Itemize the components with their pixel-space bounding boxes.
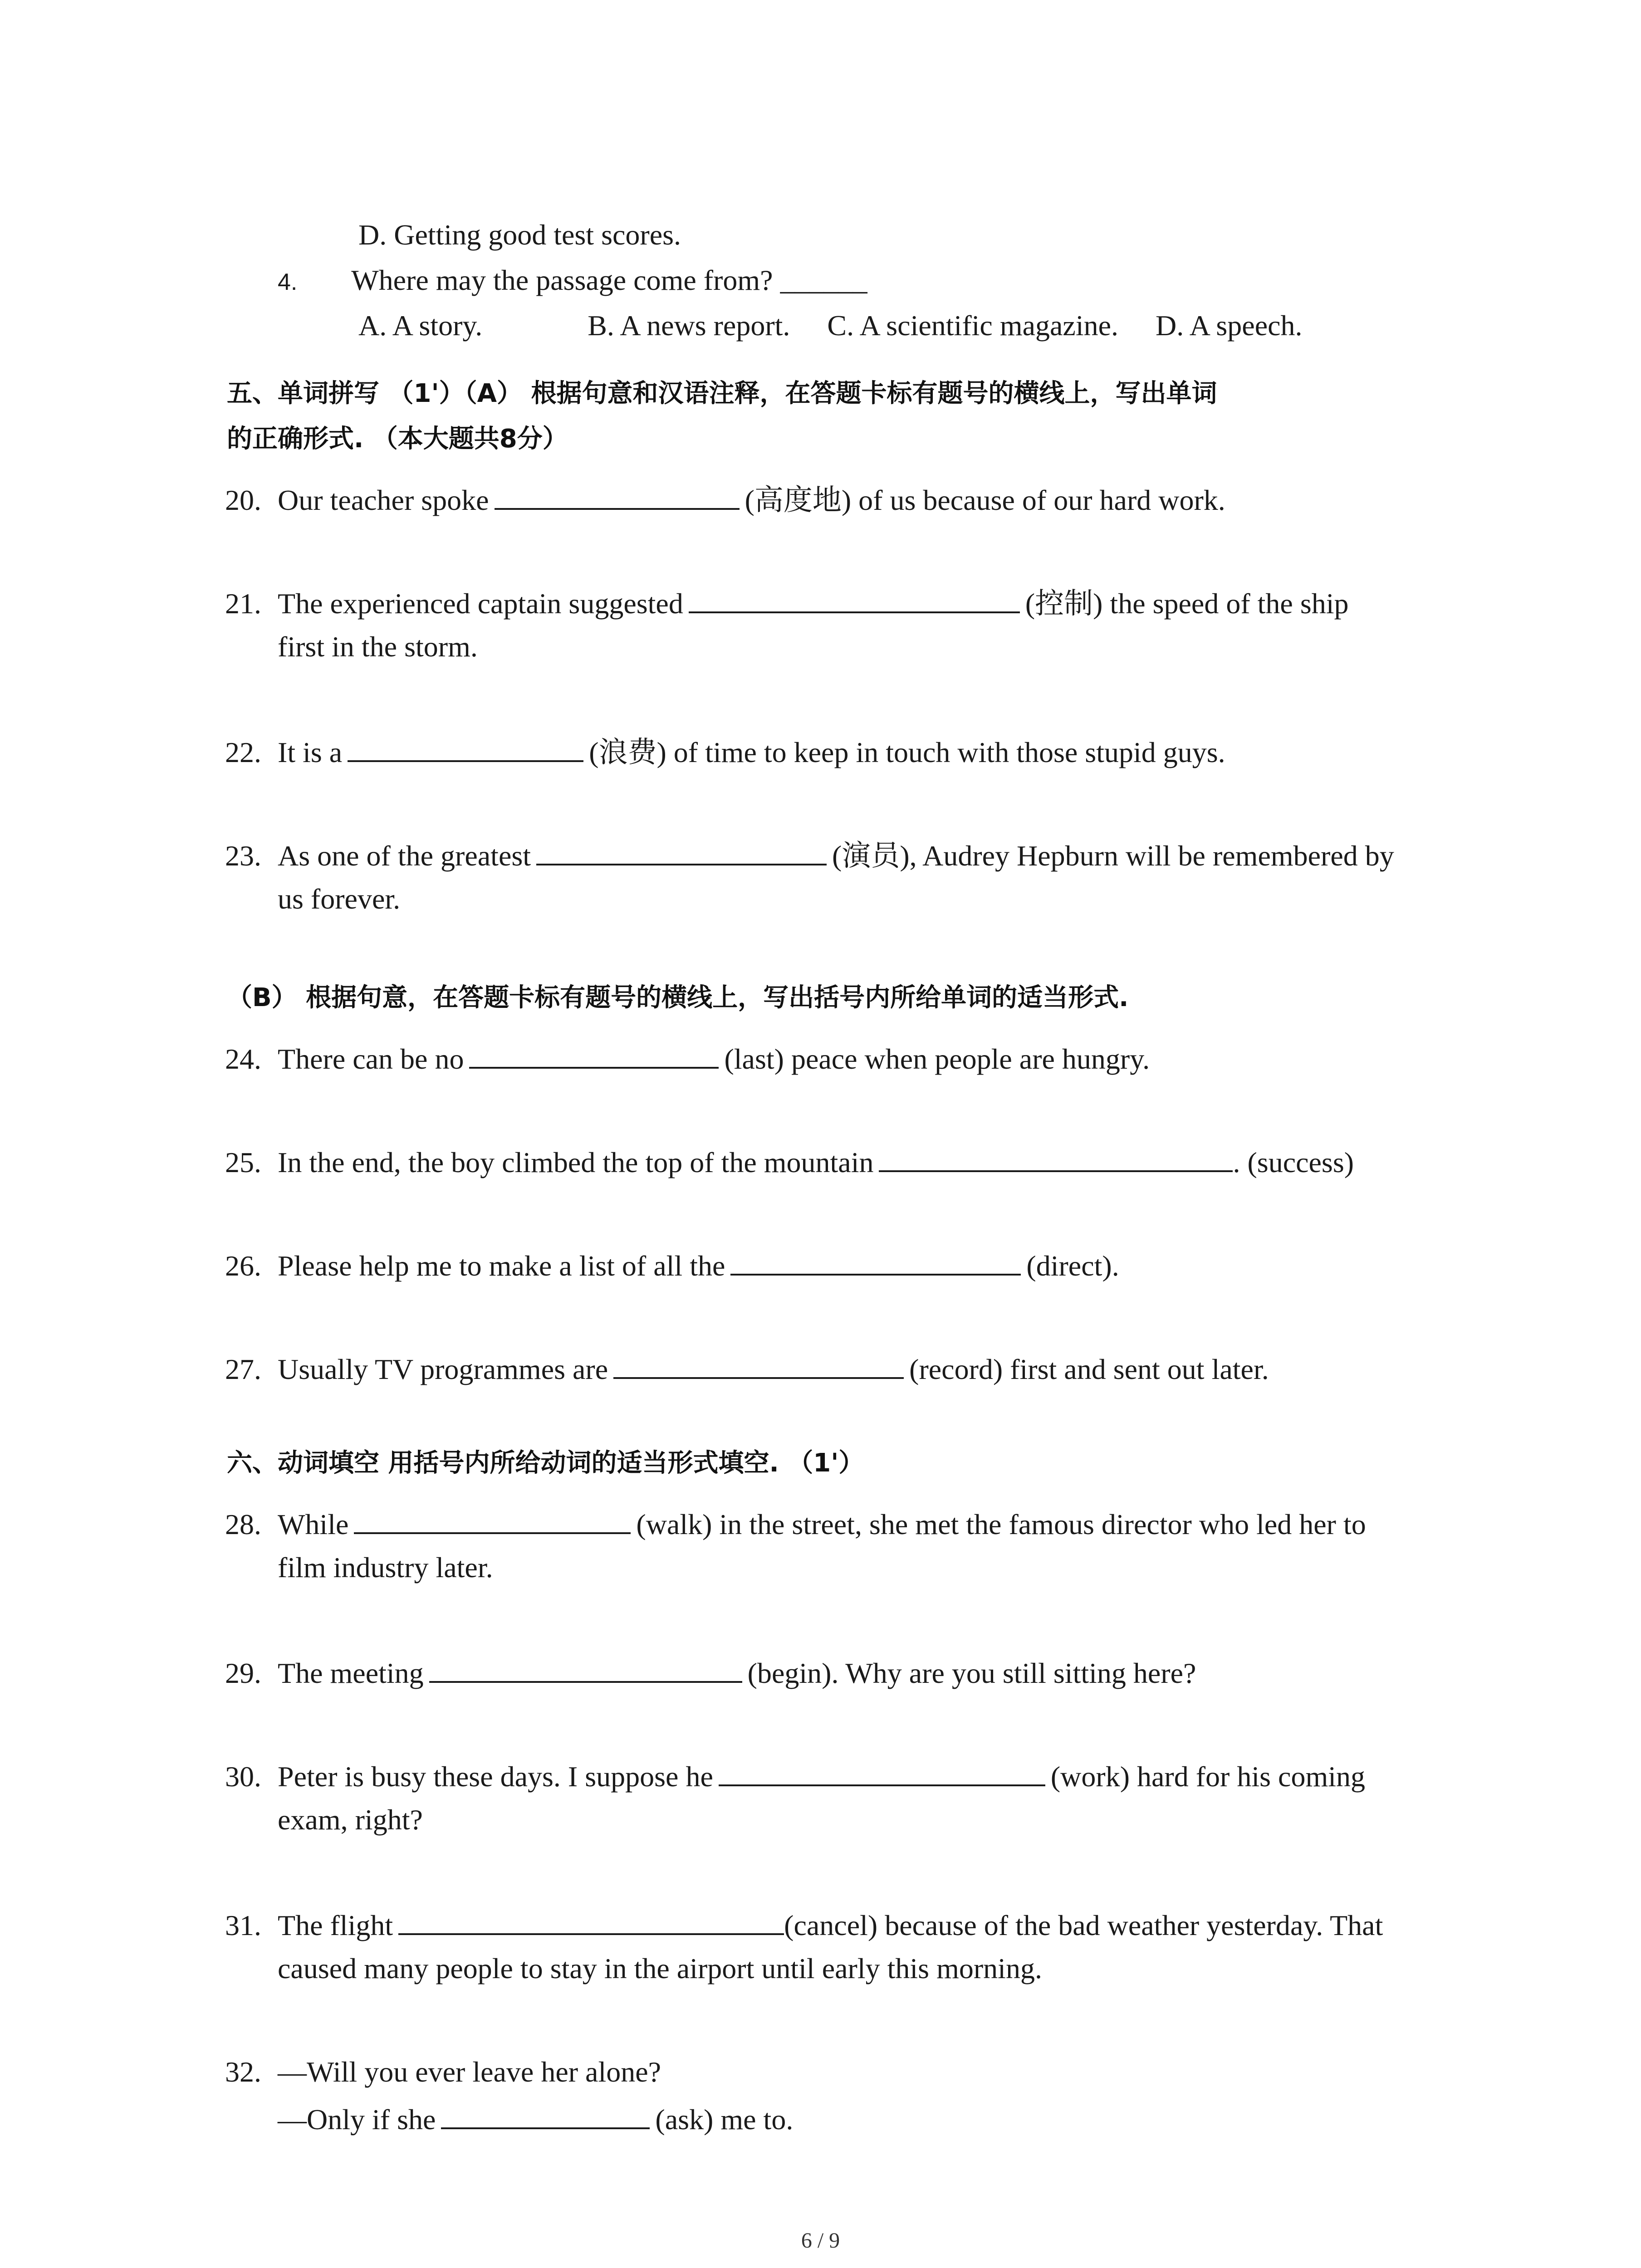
q28-text-before: While bbox=[278, 1508, 349, 1540]
q29-answer-blank[interactable] bbox=[429, 1653, 742, 1683]
question-27 bbox=[225, 1349, 1269, 1388]
q28-number: 28. bbox=[225, 1508, 261, 1540]
q24-answer-blank[interactable] bbox=[469, 1039, 719, 1069]
section5b-heading: （B） 根据句意，在答题卡标有题号的横线上，写出括号内所给单词的适当形式. bbox=[227, 983, 1129, 1012]
q21-number: 21. bbox=[225, 587, 261, 620]
question-23 bbox=[225, 836, 1394, 874]
q4-line bbox=[278, 262, 867, 300]
q20-text-before: Our teacher spoke bbox=[278, 484, 489, 516]
q32-text-before: —Only if she bbox=[278, 2103, 436, 2136]
q25-text-after: . (success) bbox=[1233, 1146, 1354, 1178]
q21-line2: first in the storm. bbox=[278, 631, 478, 663]
question-26 bbox=[225, 1246, 1119, 1284]
q32-text-after: (ask) me to. bbox=[655, 2103, 794, 2136]
q30-line2: exam, right? bbox=[278, 1804, 423, 1836]
question-20 bbox=[225, 480, 1225, 518]
q26-answer-blank[interactable] bbox=[730, 1246, 1021, 1276]
question-32-line2 bbox=[278, 2099, 793, 2138]
q30-answer-blank[interactable] bbox=[719, 1756, 1045, 1786]
question-30 bbox=[225, 1756, 1365, 1795]
section5-heading-line1: 五、单词拼写 （1'）（A） 根据句意和汉语注释，在答题卡标有题号的横线上，写出单词 bbox=[227, 379, 1217, 408]
question-21 bbox=[225, 583, 1349, 622]
q28-text-after: (walk) in the street, she met the famous director who led her to bbox=[636, 1508, 1366, 1540]
section5-heading-line2: 的正确形式. （本大题共8分） bbox=[227, 424, 568, 454]
q31-number: 31. bbox=[225, 1909, 261, 1941]
q4-option-d: D. A speech. bbox=[1156, 309, 1303, 342]
q25-answer-blank[interactable] bbox=[879, 1142, 1233, 1172]
question-28 bbox=[225, 1504, 1366, 1543]
q27-text-after: (record) first and sent out later. bbox=[909, 1353, 1269, 1385]
q25-number: 25. bbox=[225, 1146, 261, 1178]
q24-text-after: (last) peace when people are hungry. bbox=[724, 1043, 1150, 1075]
question-31 bbox=[225, 1905, 1383, 1944]
q24-number: 24. bbox=[225, 1043, 261, 1075]
q27-answer-blank[interactable] bbox=[613, 1349, 904, 1379]
q27-text-before: Usually TV programmes are bbox=[278, 1353, 608, 1385]
q26-text-after: (direct). bbox=[1026, 1250, 1119, 1282]
q31-text-before: The flight bbox=[278, 1909, 393, 1941]
page-number: 6 / 9 bbox=[801, 2229, 840, 2253]
q30-text-after: (work) hard for his coming bbox=[1050, 1760, 1365, 1793]
q30-number: 30. bbox=[225, 1760, 261, 1793]
q20-number: 20. bbox=[225, 484, 261, 516]
q22-answer-blank[interactable] bbox=[348, 732, 583, 762]
question-24 bbox=[225, 1039, 1150, 1077]
q29-text-before: The meeting bbox=[278, 1657, 424, 1689]
q22-number: 22. bbox=[225, 736, 261, 768]
q23-text-after: (演员), Audrey Hepburn will be remembered by bbox=[832, 840, 1394, 872]
q26-number: 26. bbox=[225, 1250, 261, 1282]
q3-option-d: D. Getting good test scores. bbox=[358, 219, 681, 251]
q28-answer-blank[interactable] bbox=[354, 1504, 631, 1534]
q21-text-after: (控制) the speed of the ship bbox=[1025, 587, 1349, 620]
q32-line1: —Will you ever leave her alone? bbox=[278, 2056, 661, 2088]
q4-option-c: C. A scientific magazine. bbox=[827, 309, 1118, 342]
q30-text-before: Peter is busy these days. I suppose he bbox=[278, 1760, 713, 1793]
question-32 bbox=[225, 2054, 661, 2090]
q4-option-b: B. A news report. bbox=[588, 309, 790, 342]
q4-options bbox=[358, 308, 1303, 344]
q32-number: 32. bbox=[225, 2056, 261, 2088]
q23-line2: us forever. bbox=[278, 883, 401, 915]
q21-answer-blank[interactable] bbox=[689, 583, 1020, 613]
q25-text-before: In the end, the boy climbed the top of the mountain bbox=[278, 1146, 874, 1178]
question-29 bbox=[225, 1653, 1196, 1691]
q31-text-after: (cancel) because of the bad weather yesterday. That bbox=[784, 1909, 1383, 1941]
q26-text-before: Please help me to make a list of all the bbox=[278, 1250, 725, 1282]
q31-answer-blank[interactable] bbox=[398, 1905, 784, 1935]
q22-text-before: It is a bbox=[278, 736, 343, 768]
q27-number: 27. bbox=[225, 1353, 261, 1385]
q32-answer-blank[interactable] bbox=[441, 2099, 650, 2129]
q23-number: 23. bbox=[225, 840, 261, 872]
q4-text: Where may the passage come from? ______ bbox=[351, 264, 867, 296]
q24-text-before: There can be no bbox=[278, 1043, 464, 1075]
q29-text-after: (begin). Why are you still sitting here? bbox=[747, 1657, 1196, 1689]
q28-line2: film industry later. bbox=[278, 1551, 493, 1584]
question-22 bbox=[225, 732, 1225, 771]
q22-text-after: (浪费) of time to keep in touch with those stupid guys. bbox=[589, 736, 1225, 768]
q21-text-before: The experienced captain suggested bbox=[278, 587, 683, 620]
q4-option-a: A. A story. bbox=[358, 309, 483, 342]
question-25 bbox=[225, 1142, 1354, 1181]
q29-number: 29. bbox=[225, 1657, 261, 1689]
q23-text-before: As one of the greatest bbox=[278, 840, 531, 872]
q4-number: 4. bbox=[278, 269, 298, 295]
q20-text-after: (高度地) of us because of our hard work. bbox=[745, 484, 1225, 516]
q31-line2: caused many people to stay in the airport until early this morning. bbox=[278, 1952, 1042, 1984]
q20-answer-blank[interactable] bbox=[495, 480, 740, 510]
section6-heading: 六、动词填空 用括号内所给动词的适当形式填空. （1'） bbox=[227, 1448, 864, 1478]
q23-answer-blank[interactable] bbox=[536, 836, 827, 865]
